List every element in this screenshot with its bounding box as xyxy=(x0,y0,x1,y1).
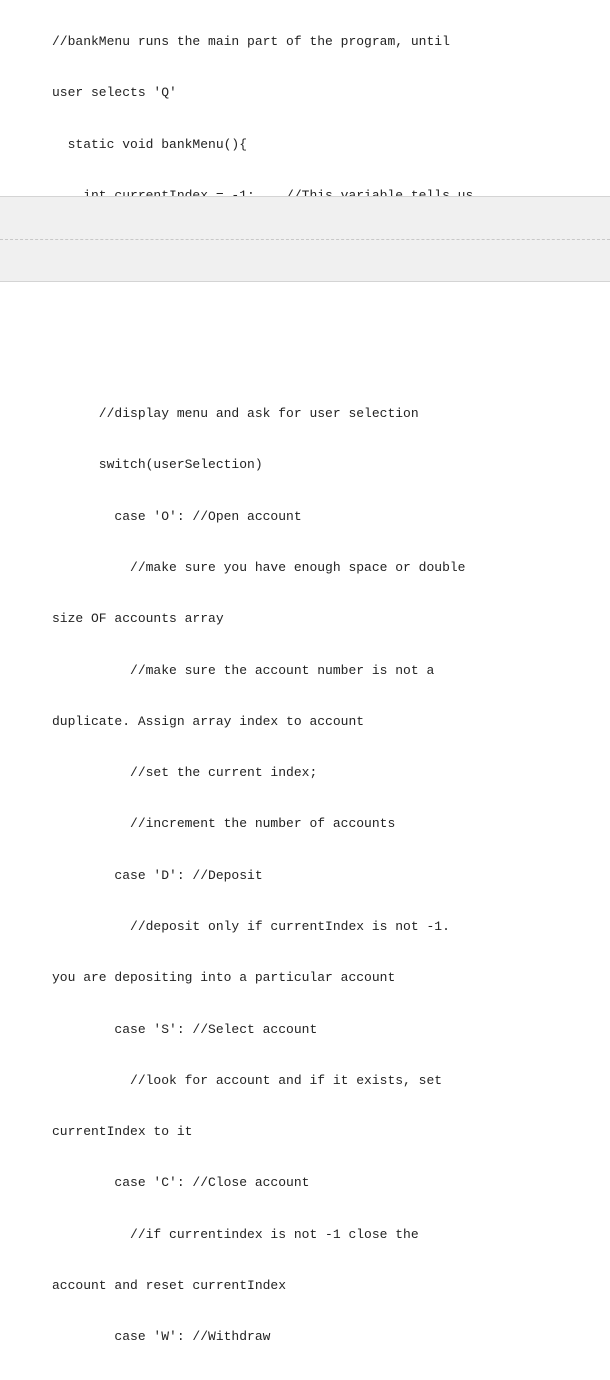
code-line: static void bankMenu(){ xyxy=(52,136,248,152)
code-line: //make sure the account number is not a xyxy=(52,662,435,678)
code-line: case 'W': //Withdraw xyxy=(52,1329,271,1345)
code-block-switch xyxy=(52,371,465,1380)
code-line: //increment the number of accounts xyxy=(52,816,396,832)
code-line: //bankMenu runs the main part of the program, until xyxy=(52,34,450,50)
code-line: duplicate. Assign array index to account xyxy=(52,713,365,729)
code-line: switch(userSelection) xyxy=(52,457,263,473)
code-line: case 'S': //Select account xyxy=(52,1021,318,1037)
code-line: //if currentindex is not -1 close the xyxy=(52,1226,419,1242)
code-line: //make sure you have enough space or double xyxy=(52,560,466,576)
code-line: case 'D': //Deposit xyxy=(52,867,263,883)
code-line: //look for account and if it exists, set xyxy=(52,1072,443,1088)
code-line: //set the current index; xyxy=(52,765,318,781)
code-line: currentIndex to it xyxy=(52,1124,193,1140)
code-line: //display menu and ask for user selection xyxy=(52,406,419,422)
code-line: //deposit only if currentIndex is not -1. xyxy=(52,919,450,934)
code-line: case 'O': //Open account xyxy=(52,508,302,524)
document-page-bottom xyxy=(0,282,610,1345)
page-break-line xyxy=(0,239,610,240)
code-line: size OF accounts array xyxy=(52,611,224,627)
code-line: user selects 'Q' xyxy=(52,85,177,101)
document-page-top xyxy=(0,0,610,196)
code-line: you are depositing into a particular account xyxy=(52,970,396,986)
page-separator xyxy=(0,196,610,282)
code-line: account and reset currentIndex xyxy=(52,1277,287,1293)
code-line: case 'C': //Close account xyxy=(52,1175,310,1191)
